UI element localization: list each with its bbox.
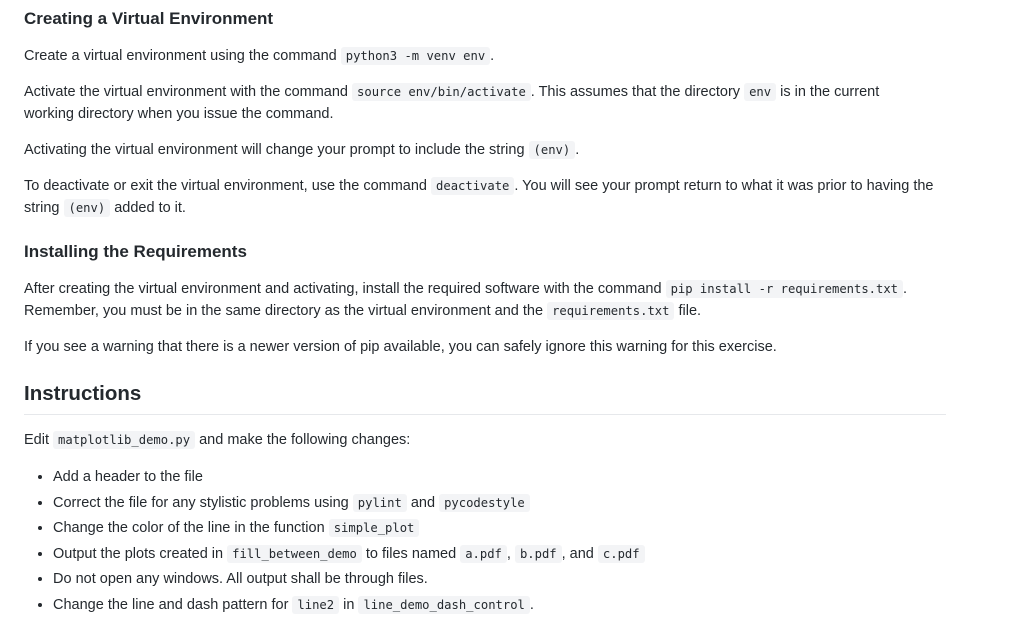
inline-code: (env) — [529, 141, 576, 159]
paragraph-pip-warning: If you see a warning that there is a newer version of pip available, you can safely ignore this warning for this exercise. — [24, 339, 777, 355]
section-heading-requirements: Installing the Requirements — [24, 242, 247, 261]
list-item: • Do not open any windows. All output shall be through files. — [53, 567, 946, 593]
paragraph-activate-env: Activate the virtual environment with the command source env/bin/activate . This assumes that the directory env is in the current working directory when you issue the command. — [24, 84, 880, 122]
section-heading-instructions: Instructions — [24, 380, 946, 415]
inline-code: simple_plot — [329, 519, 420, 537]
inline-code: pycodestyle — [439, 494, 530, 512]
inline-code: a.pdf — [460, 545, 507, 563]
inline-code: requirements.txt — [547, 302, 674, 320]
inline-code: (env) — [64, 199, 111, 217]
inline-code: b.pdf — [515, 545, 562, 563]
inline-code: pip install -r requirements.txt — [666, 280, 903, 298]
inline-code: fill_between_demo — [227, 545, 362, 563]
inline-code: matplotlib_demo.py — [53, 431, 195, 449]
inline-code: line2 — [292, 596, 339, 614]
list-item: • Correct the file for any stylistic problems using pylint and pycodestyle — [53, 491, 946, 517]
paragraph-install-requirements: After creating the virtual environment and activating, install the required software with the command pip install -r requirements.txt . Remember, you must be in the same directory as the virtual environment and the requirements.txt file. — [24, 281, 908, 319]
list-item: • Change the color of the line in the function simple_plot — [53, 516, 946, 542]
inline-code: python3 -m venv env — [341, 47, 490, 65]
inline-code: env — [744, 83, 776, 101]
list-item: • Change the line and dash pattern for line2 in line_demo_dash_control . — [53, 593, 946, 619]
inline-code: deactivate — [431, 177, 514, 195]
paragraph-deactivate-env: To deactivate or exit the virtual environment, use the command deactivate . You will see your prompt return to what it was prior to having the string (env) added to it. — [24, 178, 934, 216]
list-item: • Add a header to the file — [53, 465, 946, 491]
instructions-list — [24, 465, 946, 619]
paragraph-edit-file: Edit matplotlib_demo.py and make the following changes: — [24, 432, 411, 448]
paragraph-create-env: Create a virtual environment using the command python3 -m venv env . — [24, 48, 495, 64]
list-item: • Output the plots created in fill_between_demo to files named a.pdf , b.pdf , and c.pdf — [53, 542, 946, 568]
inline-code: source env/bin/activate — [352, 83, 531, 101]
inline-code: pylint — [353, 494, 407, 512]
inline-code: line_demo_dash_control — [358, 596, 529, 614]
inline-code: c.pdf — [598, 545, 645, 563]
section-heading-virtual-environment: Creating a Virtual Environment — [24, 9, 274, 28]
paragraph-prompt-change: Activating the virtual environment will change your prompt to include the string (env) . — [24, 142, 580, 158]
